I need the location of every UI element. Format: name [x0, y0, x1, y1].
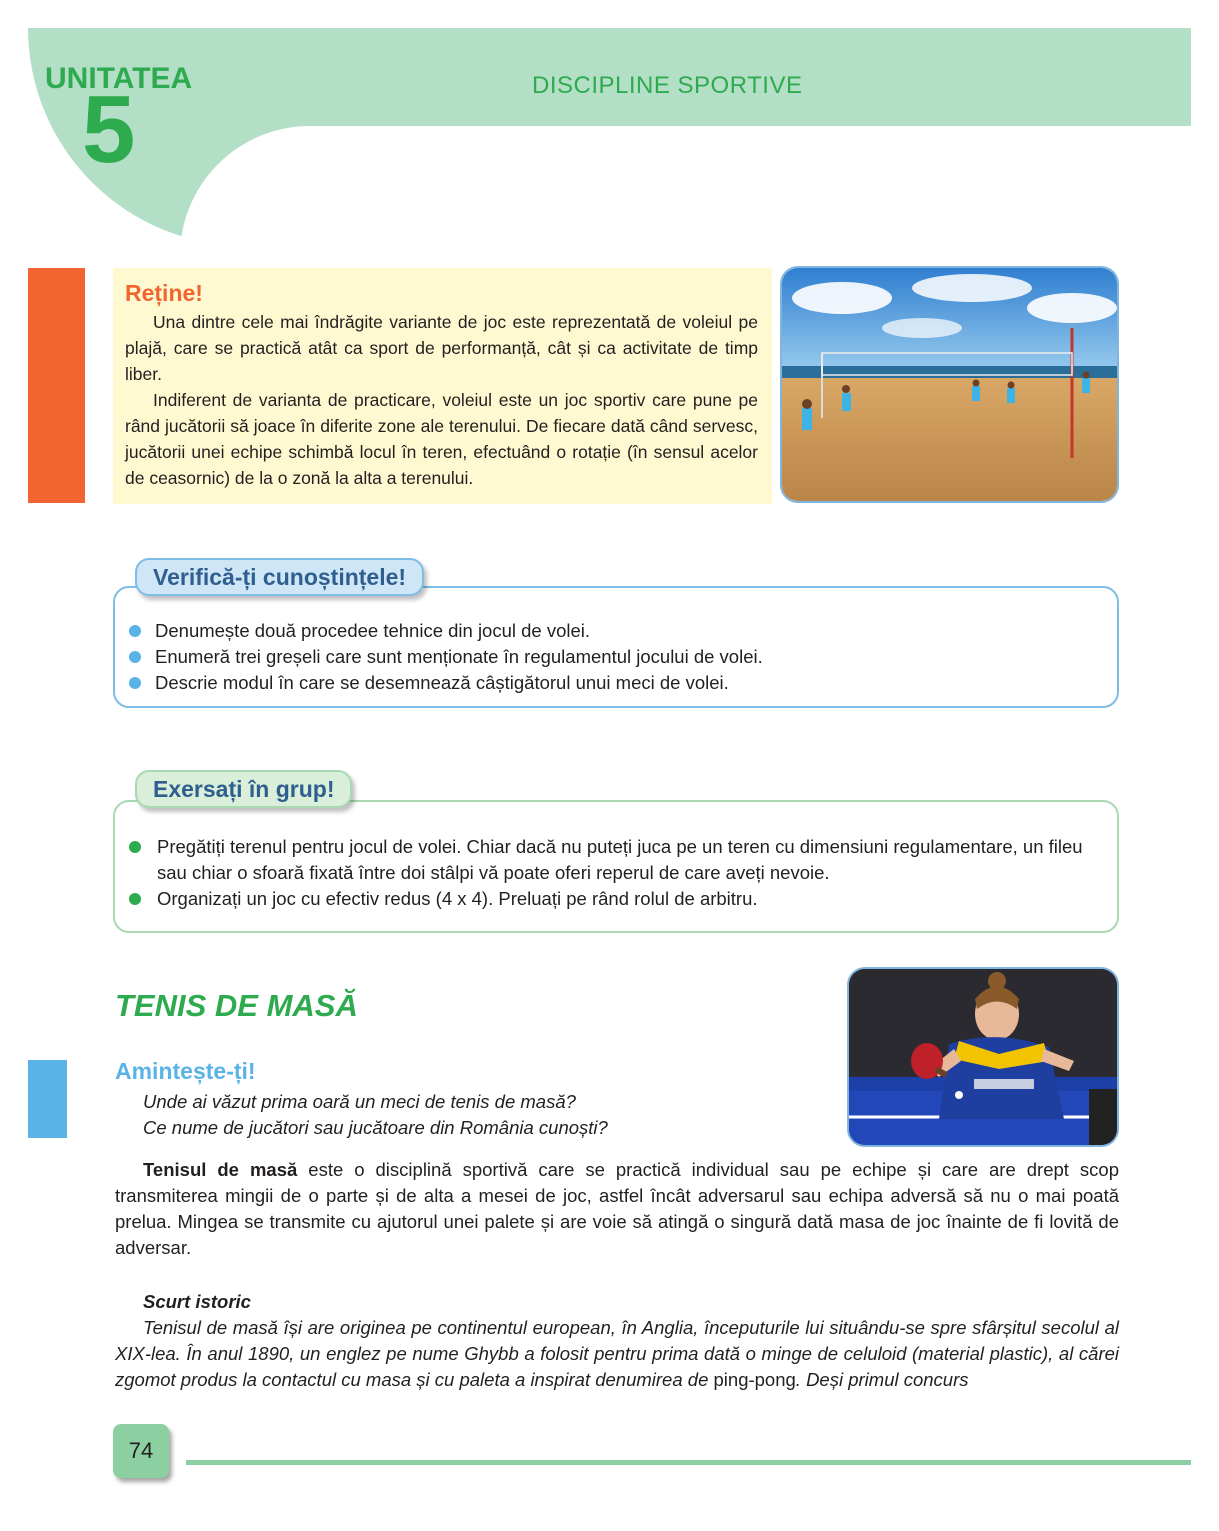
exersati-title-tab: Exersați în grup! — [135, 770, 352, 808]
exersati-panel — [113, 800, 1119, 933]
verifica-list — [115, 618, 1117, 696]
aminteste-questions — [143, 1089, 608, 1141]
exersati-list — [115, 834, 1117, 912]
aminteste-side-bar — [28, 1060, 67, 1138]
table-tennis-photo — [847, 967, 1119, 1147]
list-item: Pregătiți terenul pentru jocul de volei. Chiar dacă nu puteți juca pe un teren cu dimensiuni regulamentare, un fileu sau chiar o sfoară fixată între doi stâlpi vă poate oferi reperul de care aveți nevoie. — [115, 834, 1109, 886]
page-number: 74 — [113, 1424, 169, 1478]
bullet-icon — [129, 651, 141, 663]
beach-volleyball-illustration — [782, 268, 1119, 503]
list-item: Descrie modul în care se desemnează câștigătorul unui meci de volei. — [115, 670, 1117, 696]
retine-title: Reține! — [125, 280, 203, 306]
table-tennis-illustration — [849, 969, 1119, 1147]
beach-volleyball-photo — [780, 266, 1119, 503]
aminteste-question-1: Unde ai văzut prima oară un meci de tenis de masă? — [143, 1091, 576, 1112]
section-title: TENIS DE MASĂ — [115, 988, 358, 1023]
istoric-title: Scurt istoric — [143, 1291, 251, 1312]
istoric-paragraph: Tenisul de masă își are originea pe continentul european, în Anglia, începuturile lui situându-se spre sfârșitul secolul al XIX-lea. În anul 1890, un englez pe nume Ghybb a folosit pentru prima dată o minge de celuloid (material plastic), al cărei zgomot produs la contactul cu masa și cu paleta a inspirat denumirea de ping-pong. Deși primul concurs — [115, 1317, 1119, 1390]
list-item: Organizați un joc cu efectiv redus (4 x 4). Preluați pe rând rolul de arbitru. — [115, 886, 1109, 912]
bullet-icon — [129, 893, 141, 905]
footer-line — [186, 1460, 1191, 1465]
retine-paragraph-2: Indiferent de varianta de practicare, voleiul este un joc sportiv care pune pe rând jucătorii să joace în diferite zone ale terenului. De fiecare dată când servesc, jucătorii unei echipe schimbă locul în teren, efectuând o rotație (în sensul acelor de ceasornic) de la o zonă la alta a terenului. — [125, 390, 758, 488]
bullet-icon — [129, 841, 141, 853]
retine-box — [113, 268, 772, 504]
aminteste-question-2: Ce nume de jucători sau jucătoare din România cunoști? — [143, 1117, 608, 1138]
unit-label: UNITATEA — [45, 62, 193, 95]
intro-paragraph — [115, 1157, 1119, 1261]
verifica-panel — [113, 586, 1119, 708]
bullet-icon — [129, 677, 141, 689]
decor-dot-large — [375, 44, 443, 112]
list-item: Denumește două procedee tehnice din jocul de volei. — [115, 618, 1117, 644]
unit-number: 5 — [82, 76, 136, 183]
ping-pong-term: ping-pong — [713, 1369, 796, 1390]
chapter-title: DISCIPLINE SPORTIVE — [532, 72, 803, 99]
retine-side-bar — [28, 268, 85, 503]
verifica-title-tab: Verifică-ți cunoștințele! — [135, 558, 424, 596]
bullet-icon — [129, 625, 141, 637]
intro-text: este o disciplină sportivă care se practică individual sau pe echipe și care are drept scop transmiterea mingii de o parte și de alta a mesei de joc, astfel încât adversarul sau echipa adversă să nu o mai poată prelua. Mingea se transmite cu ajutorul unei palete și are voie să atingă o singură dată masa de joc înainte de fi lovită de adversar. — [115, 1159, 1119, 1258]
retine-paragraph-1: Una dintre cele mai îndrăgite variante de joc este reprezentată de voleiul pe plajă, care se practică atât ca sport de performanță, cât și ca activitate de timp liber. — [125, 312, 758, 384]
istoric-section — [115, 1289, 1119, 1393]
aminteste-title: Amintește-ți! — [115, 1058, 256, 1084]
decor-dot-medium — [298, 50, 360, 112]
intro-term: Tenisul de masă — [143, 1159, 298, 1180]
decor-dot-small — [256, 70, 278, 92]
list-item: Enumeră trei greșeli care sunt menționate în regulamentul jocului de volei. — [115, 644, 1117, 670]
